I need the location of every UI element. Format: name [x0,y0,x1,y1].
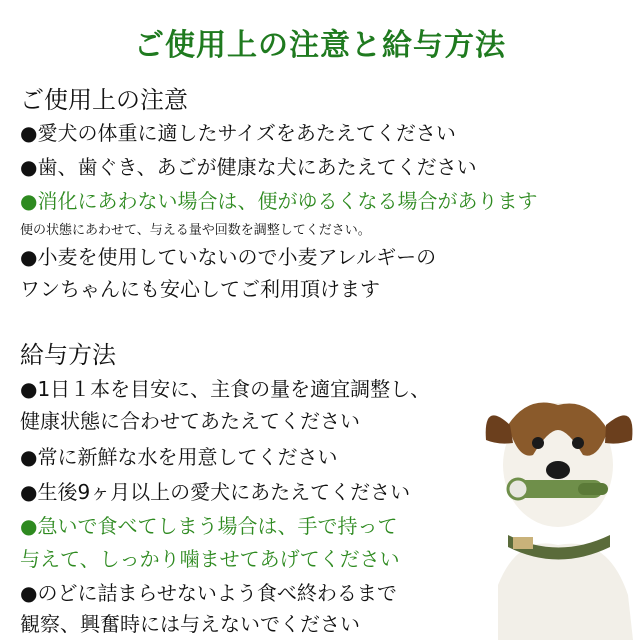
feeding-line: ●のどに詰まらせないよう食べ終わるまで [20,581,397,605]
caution-heading: ご使用上の注意 [20,86,188,114]
feeding-line: ●1日１本を目安に、主食の量を適宜調整し、 [20,377,431,401]
caution-line: ●小麦を使用していないので小麦アレルギーの [20,245,437,269]
caution-line: ●歯、歯ぐき、あごが健康な犬にあたえてください [20,155,477,179]
feeding-line-highlight: ●急いで食べてしまう場合は、手で持って [20,514,398,538]
caution-line: ワンちゃんにも安心してご利用頂けます [20,277,380,301]
feeding-heading: 給与方法 [20,341,116,369]
page-title: ご使用上の注意と給与方法 [134,28,506,63]
caution-line: ●愛犬の体重に適したサイズをあたえてください [20,121,456,145]
dog-illustration [478,385,640,640]
caution-note: 便の状態にあわせて、与える量や回数を調整してください。 [20,223,371,238]
caution-line-highlight: ●消化にあわない場合は、便がゆるくなる場合があります [20,189,538,213]
feeding-line: 健康状態に合わせてあたえてください [20,409,360,433]
feeding-line: ●常に新鮮な水を用意してください [20,445,338,469]
feeding-line: ●生後9ヶ月以上の愛犬にあたえてください [20,480,411,504]
feeding-line-highlight: 与えて、しっかり噛ませてあげてください [20,547,400,571]
feeding-line: 観察、興奮時には与えないでください [20,612,360,636]
